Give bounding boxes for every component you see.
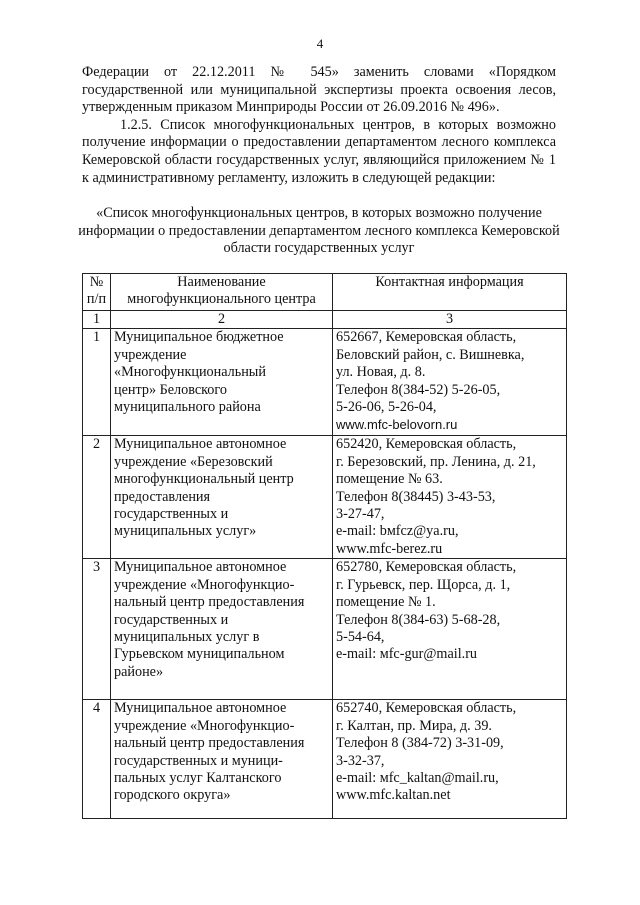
row-contact <box>333 559 567 700</box>
intro-paragraph-1: Федерации от 22.12.2011 № 545» заменить словами «Порядком государственной или муниципальной экспертизы проекта освоения лесов, утвержденным приказом Минприроды России от 26.09.2016 № 496». <box>82 64 556 116</box>
contact-line: помещение № 63. <box>336 471 443 488</box>
row-name <box>111 329 333 436</box>
contact-line: 5-26-06, 5-26-04, <box>336 399 437 416</box>
contact-line: 652740, Кемеровская область, <box>336 700 517 717</box>
contact-line: г. Гурьевск, пер. Щорса, д. 1, <box>336 576 511 593</box>
name-line: нальный центр предоставления <box>114 594 305 611</box>
table-row <box>83 559 567 700</box>
contact-line: г. Березовский, пр. Ленина, д. 21, <box>336 453 536 470</box>
header-num-line: № <box>89 274 104 290</box>
name-line: учреждение <box>114 346 187 363</box>
website-link[interactable]: www.mfc-berez.ru <box>336 540 443 557</box>
contact-line: Телефон 8(38445) 3-43-53, <box>336 488 496 505</box>
row-contact <box>333 329 567 436</box>
website-link[interactable]: www.mfc-belovorn.ru <box>336 417 458 433</box>
contact-line: 652420, Кемеровская область, <box>336 436 517 453</box>
table-row <box>83 436 567 559</box>
contact-line: Телефон 8(384-63) 5-68-28, <box>336 611 501 628</box>
contact-line: г. Калтан, пр. Мира, д. 39. <box>336 717 492 734</box>
row-contact <box>333 436 567 559</box>
contact-line: Телефон 8(384-52) 5-26-05, <box>336 381 501 398</box>
name-line: муниципального района <box>114 399 261 416</box>
contact-line: 652667, Кемеровская область, <box>336 329 517 346</box>
email-link[interactable]: e-mail: мfc-gur@mail.ru <box>336 646 478 663</box>
name-line: «Многофункциональный <box>114 364 266 381</box>
table-row <box>83 700 567 819</box>
name-line: Гурьевском муниципальном <box>114 646 285 663</box>
column-numbers-row <box>83 311 567 329</box>
column-number: 1 <box>83 311 111 329</box>
table-header-row <box>83 274 567 311</box>
row-number: 1 <box>83 329 111 436</box>
name-line: нальный центр предоставления <box>114 735 305 752</box>
row-contact <box>333 700 567 819</box>
mfc-table <box>82 273 567 819</box>
contact-line: помещение № 1. <box>336 594 436 611</box>
header-num-line: п/п <box>86 291 107 308</box>
contact-line: Беловский район, с. Вишневка, <box>336 346 525 363</box>
name-line: пальных услуг Калтанского <box>114 770 282 787</box>
website-link[interactable]: www.mfc.kaltan.net <box>336 787 451 804</box>
header-num <box>83 274 111 311</box>
column-number: 2 <box>111 311 333 329</box>
name-line: многофункциональный центр <box>114 471 294 488</box>
header-name <box>111 274 333 311</box>
row-name <box>111 559 333 700</box>
name-line: государственных и <box>114 611 229 628</box>
name-line: государственных и муници- <box>114 752 283 769</box>
name-line: Муниципальное автономное <box>114 700 287 717</box>
page-number: 4 <box>316 36 324 51</box>
name-line: муниципальных услуг в <box>114 629 260 646</box>
row-number: 3 <box>83 559 111 700</box>
row-number: 2 <box>83 436 111 559</box>
name-line: Муниципальное автономное <box>114 436 287 453</box>
name-line: учреждение «Березовский <box>114 453 273 470</box>
name-line: предоставления <box>114 488 211 505</box>
name-line: Муниципальное автономное <box>114 559 287 576</box>
name-line: учреждение «Многофункцио- <box>114 576 295 593</box>
name-line: учреждение «Многофункцио- <box>114 717 295 734</box>
name-line: районе» <box>114 663 164 680</box>
name-line: городского округа» <box>114 787 231 804</box>
name-line: муниципальных услуг» <box>114 523 257 540</box>
header-name-line: многофункционального центра <box>127 291 316 308</box>
row-name <box>111 436 333 559</box>
header-contact: Контактная информация <box>333 274 567 311</box>
contact-line: 3-32-37, <box>336 752 385 769</box>
contact-line: 652780, Кемеровская область, <box>336 559 517 576</box>
name-line: Муниципальное бюджетное <box>114 329 284 346</box>
contact-line: ул. Новая, д. 8. <box>336 364 426 381</box>
intro-paragraph-2: 1.2.5. Список многофункциональных центров, в которых возможно получение информации о предоставлении департаментом лесного комплекса Кемеровской области государственных услуг, являющийся приложением № 1 к административному регламенту, изложить в следующей редакции: <box>82 116 556 186</box>
name-line: государственных и <box>114 506 229 523</box>
email-link[interactable]: e-mail: bмfcz@ya.ru, <box>336 523 459 540</box>
contact-line: 5-54-64, <box>336 629 385 646</box>
name-line: центр» Беловского <box>114 381 227 398</box>
email-link[interactable]: e-mail: мfc_kaltan@mail.ru, <box>336 770 499 787</box>
contact-line: 3-27-47, <box>336 506 385 523</box>
row-number: 4 <box>83 700 111 819</box>
header-name-line: Наименование <box>177 274 266 290</box>
contact-line: Телефон 8 (384-72) 3-31-09, <box>336 735 504 752</box>
row-name <box>111 700 333 819</box>
list-title: «Список многофункциональных центров, в которых возможно получение информации о предоставлении департаментом лесного комплекса Кемеровской области государственных услуг <box>78 205 560 257</box>
intro-text <box>82 64 556 187</box>
column-number: 3 <box>333 311 567 329</box>
table-row <box>83 329 567 436</box>
